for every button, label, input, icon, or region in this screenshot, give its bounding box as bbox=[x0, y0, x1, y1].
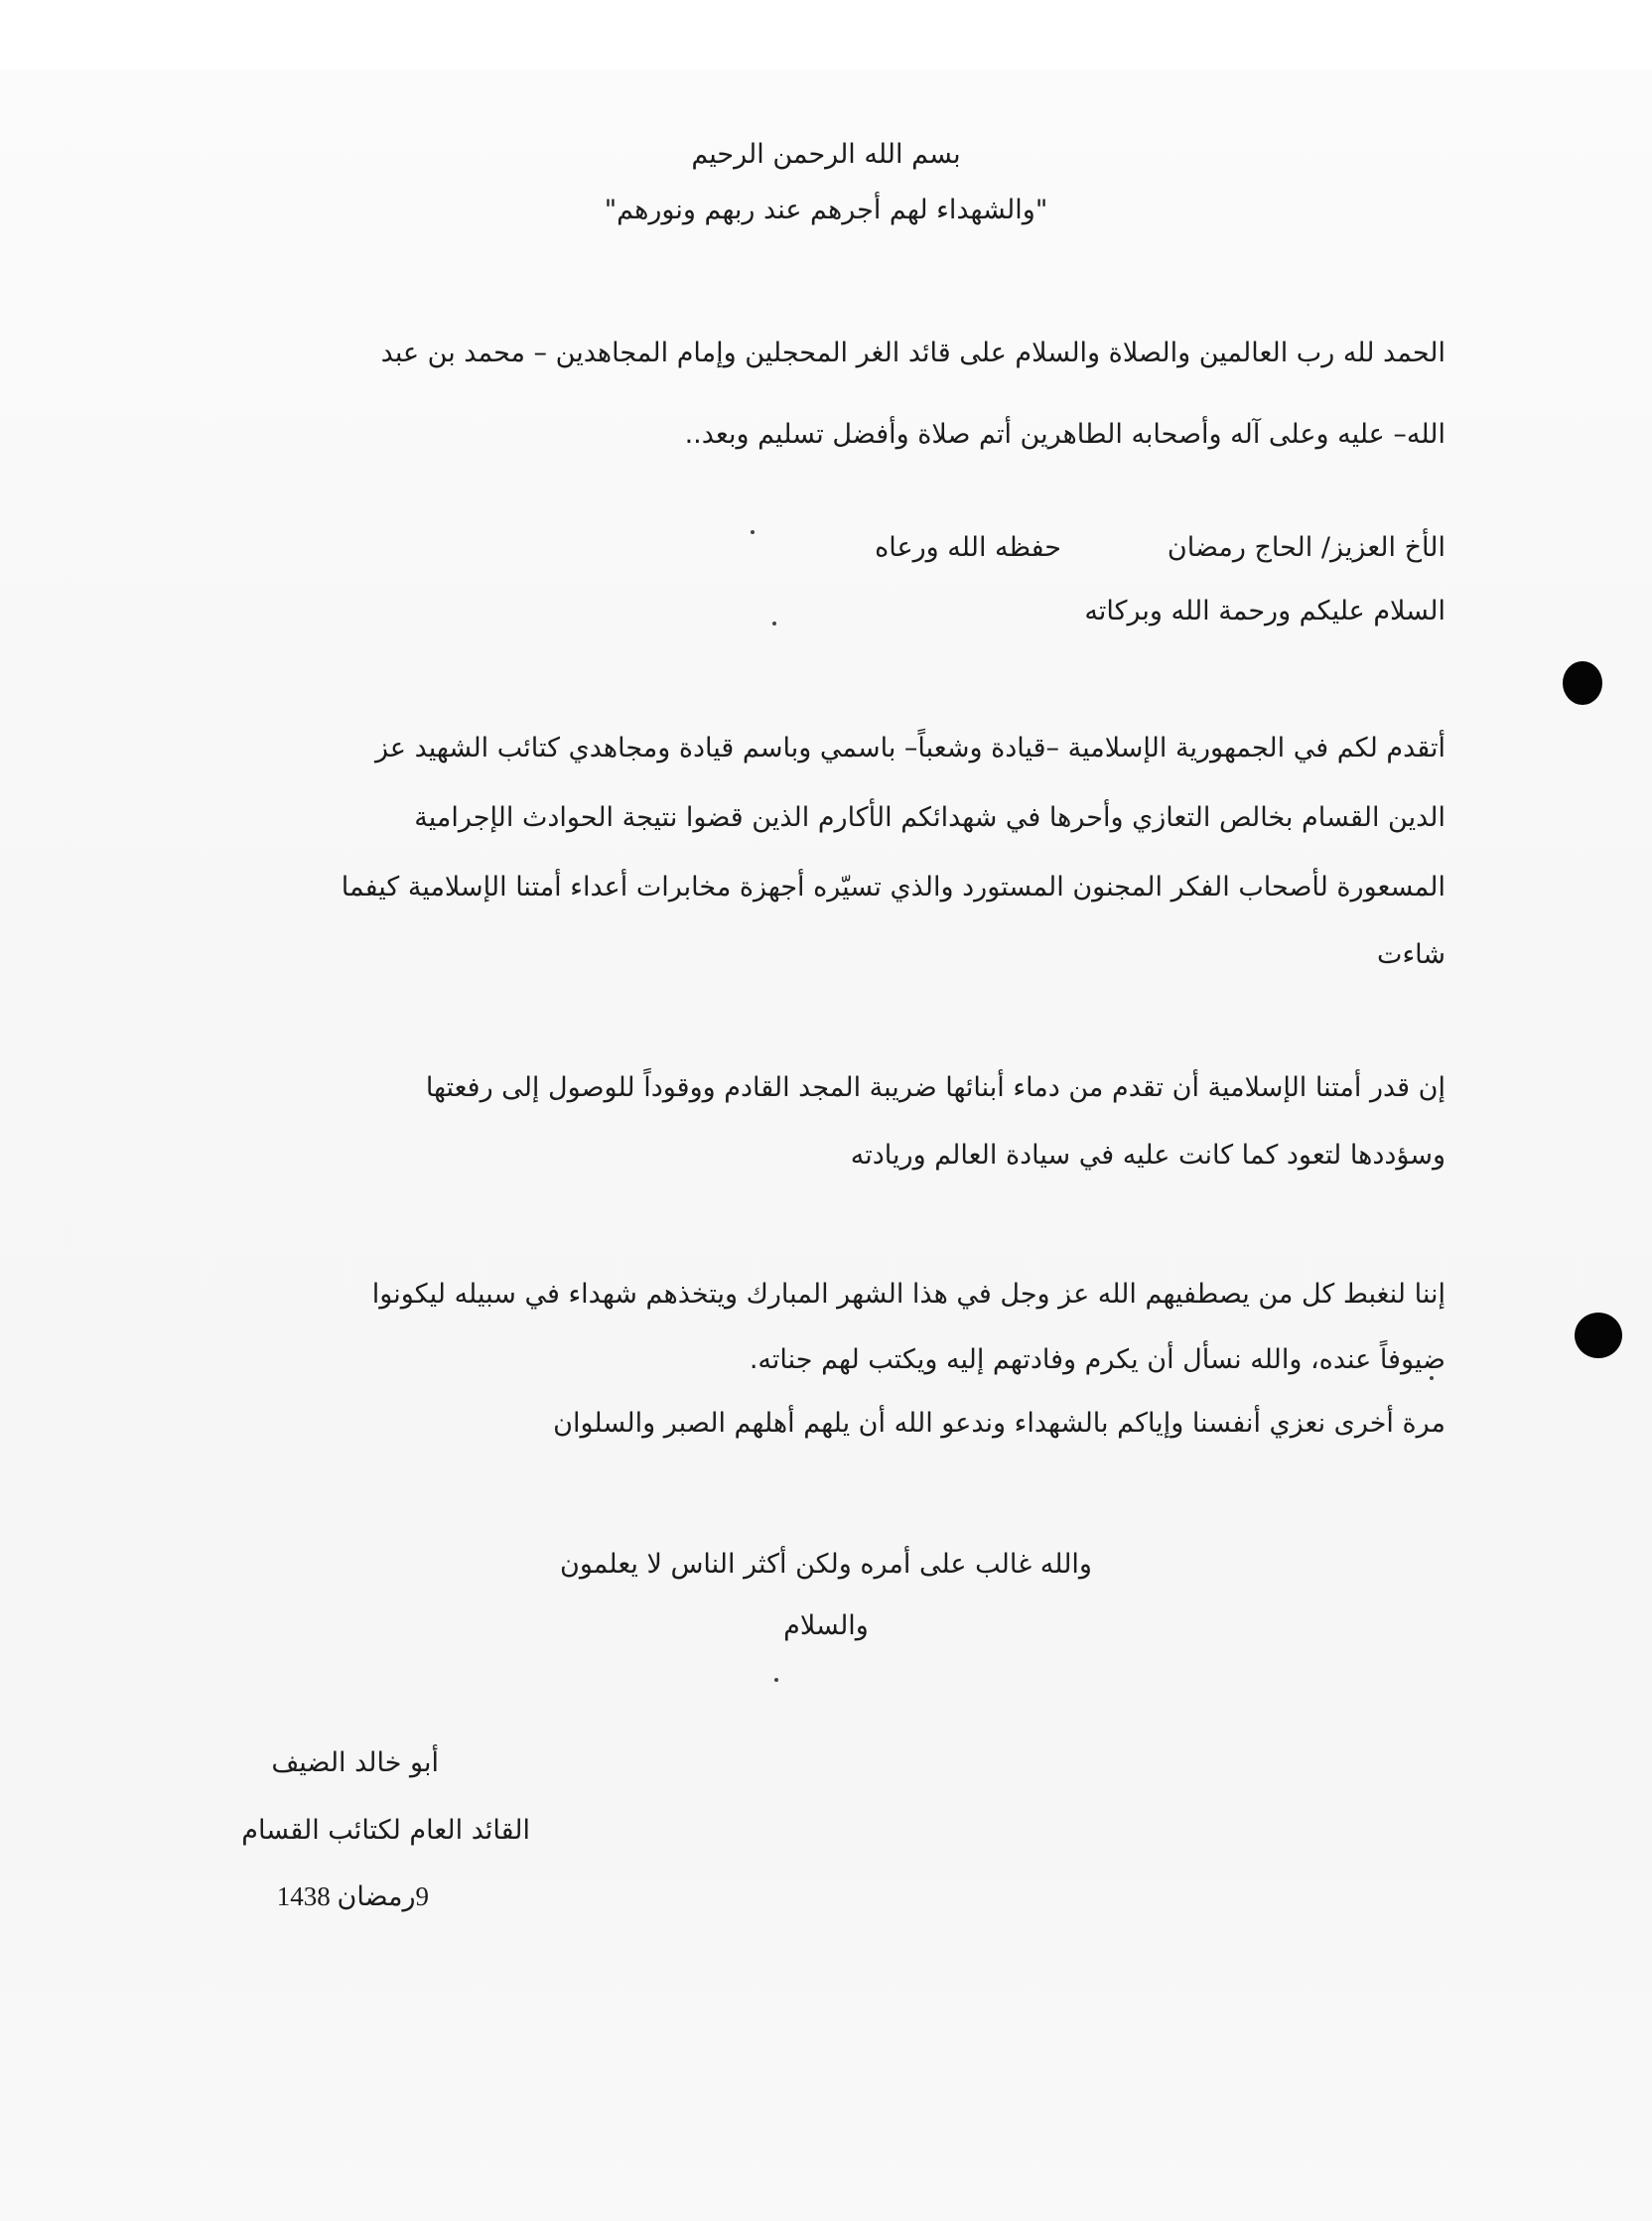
greeting: السلام عليكم ورحمة الله وبركاته bbox=[1084, 596, 1446, 626]
scan-speck bbox=[772, 622, 776, 625]
scan-speck bbox=[751, 530, 755, 534]
para3-line-2: ضيوفاً عنده، والله نسأل أن يكرم وفادتهم إليه ويكتب لهم جناته. bbox=[749, 1344, 1446, 1375]
signatory-title: القائد العام لكتائب القسام bbox=[241, 1815, 530, 1846]
punch-hole-bottom bbox=[1575, 1313, 1622, 1358]
para1-line-2: الدين القسام بخالص التعازي وأحرها في شهدائكم الأكارم الذين قضوا نتيجة الحوادث الإجرامية bbox=[414, 802, 1446, 833]
closing-line-2: والسلام bbox=[783, 1610, 869, 1641]
para2-line-2: وسؤددها لتعود كما كانت عليه في سيادة العالم وريادته bbox=[850, 1140, 1446, 1171]
verse-quote: "والشهداء لهم أجرهم عند ربهم ونورهم" bbox=[604, 195, 1048, 225]
addressee-blessing: حفظه الله ورعاه bbox=[875, 532, 1061, 563]
closing-line-1: والله غالب على أمره ولكن أكثر الناس لا يعلمون bbox=[560, 1549, 1092, 1580]
para3-line-1: إننا لنغبط كل من يصطفيهم الله عز وجل في هذا الشهر المبارك ويتخذهم شهداء في سبيله ليكونوا bbox=[371, 1279, 1446, 1310]
scan-speck bbox=[774, 1678, 778, 1682]
basmala: بسم الله الرحمن الرحيم bbox=[691, 139, 961, 170]
para3-line-3: مرة أخرى نعزي أنفسنا وإياكم بالشهداء وندعو الله أن يلهم أهلهم الصبر والسلوان bbox=[553, 1408, 1446, 1439]
punch-hole-top bbox=[1563, 661, 1602, 705]
para2-line-1: إن قدر أمتنا الإسلامية أن تقدم من دماء أبنائها ضريبة المجد القادم ووقوداً للوصول إلى رفعتها bbox=[425, 1072, 1446, 1103]
para1-line-3: المسعورة لأصحاب الفكر المجنون المستورد والذي تسيّره أجهزة مخابرات أعداء أمتنا الإسلامية كيفما bbox=[341, 872, 1446, 902]
signatory-name: أبو خالد الضيف bbox=[271, 1747, 439, 1778]
para1-line-1: أتقدم لكم في الجمهورية الإسلامية –قيادة وشعباً– باسمي وباسم قيادة ومجاهدي كتائب الشهيد عز bbox=[375, 733, 1446, 763]
addressee: الأخ العزيز/ الحاج رمضان bbox=[1167, 532, 1446, 563]
praise-line-1: الحمد لله رب العالمين والصلاة والسلام على قائد الغر المحجلين وإمام المجاهدين – محمد بن عبد bbox=[380, 338, 1446, 368]
para1-line-4: شاءت bbox=[1377, 939, 1446, 970]
scan-speck bbox=[1430, 1376, 1434, 1380]
praise-line-2: الله– عليه وعلى آله وأصحابه الطاهرين أتم صلاة وأفضل تسليم وبعد.. bbox=[684, 419, 1446, 450]
letter-date: 9رمضان 1438 bbox=[276, 1881, 429, 1911]
